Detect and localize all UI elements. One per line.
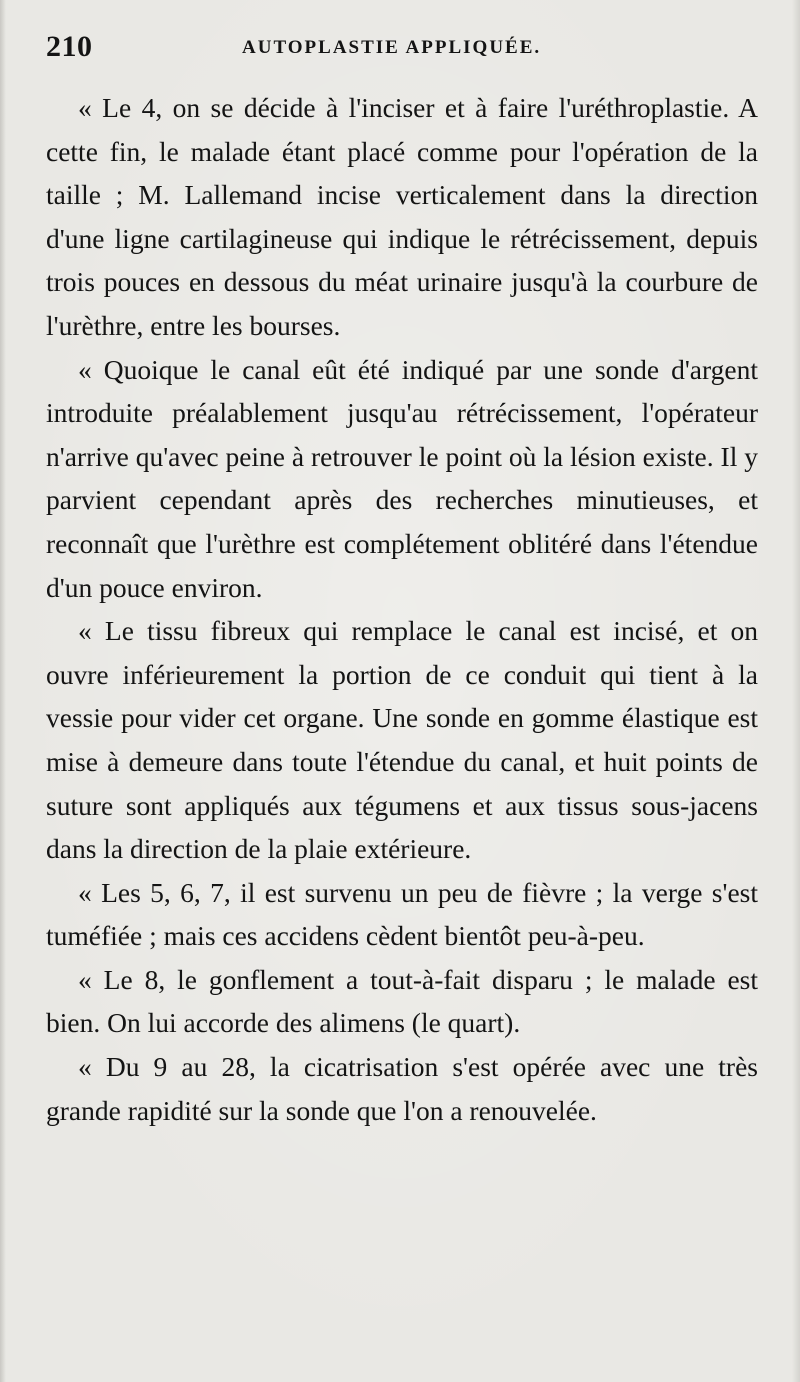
running-head: AUTOPLASTIE APPLIQUÉE. (242, 37, 542, 58)
paragraph: « Le 4, on se décide à l'inciser et à faire l'uréthroplastie. A cette fin, le malade étant placé comme pour l'opération de la taille ; M. Lallemand incise verticalement dans la direction d'une ligne cartilagineuse qui indique le rétrécissement, depuis trois pouces en dessous du méat urinaire jusqu'à la courbure de l'urèthre, entre les bourses. (46, 92, 758, 341)
paragraph: « Quoique le canal eût été indiqué par une sonde d'argent introduite préalablement jusqu'au rétrécissement, l'opérateur n'arrive qu'avec peine à retrouver le point où la lésion existe. Il y parvient cependant après des recherches minutieuses, et reconnaît que l'urèthre est complétement oblitéré dans l'étendue d'un pouce environ. (46, 353, 758, 603)
page-header (46, 30, 756, 66)
body-text (46, 86, 758, 1132)
page-edge-right (792, 0, 800, 1382)
paragraph: « Le 8, le gonflement a tout-à-fait disparu ; le malade est bien. On lui accorde des alimens (le quart). (46, 963, 758, 1039)
page-edge-left (0, 0, 6, 1382)
paragraph: « Le tissu fibreux qui remplace le canal est incisé, et on ouvre inférieurement la portion de ce conduit qui tient à la vessie pour vider cet organe. Une sonde en gomme élastique est mise à demeure dans toute l'étendue du canal, et huit points de suture sont appliqués aux tégumens et aux tissus sous-jacens dans la direction de la plaie extérieure. (46, 615, 758, 865)
paragraph: « Les 5, 6, 7, il est survenu un peu de fièvre ; la verge s'est tuméfiée ; mais ces accidens cèdent bientôt peu-à-peu. (46, 876, 758, 952)
paragraph: « Du 9 au 28, la cicatrisation s'est opérée avec une très grande rapidité sur la sonde que l'on a renouvelée. (46, 1051, 758, 1126)
page-number: 210 (46, 30, 93, 63)
